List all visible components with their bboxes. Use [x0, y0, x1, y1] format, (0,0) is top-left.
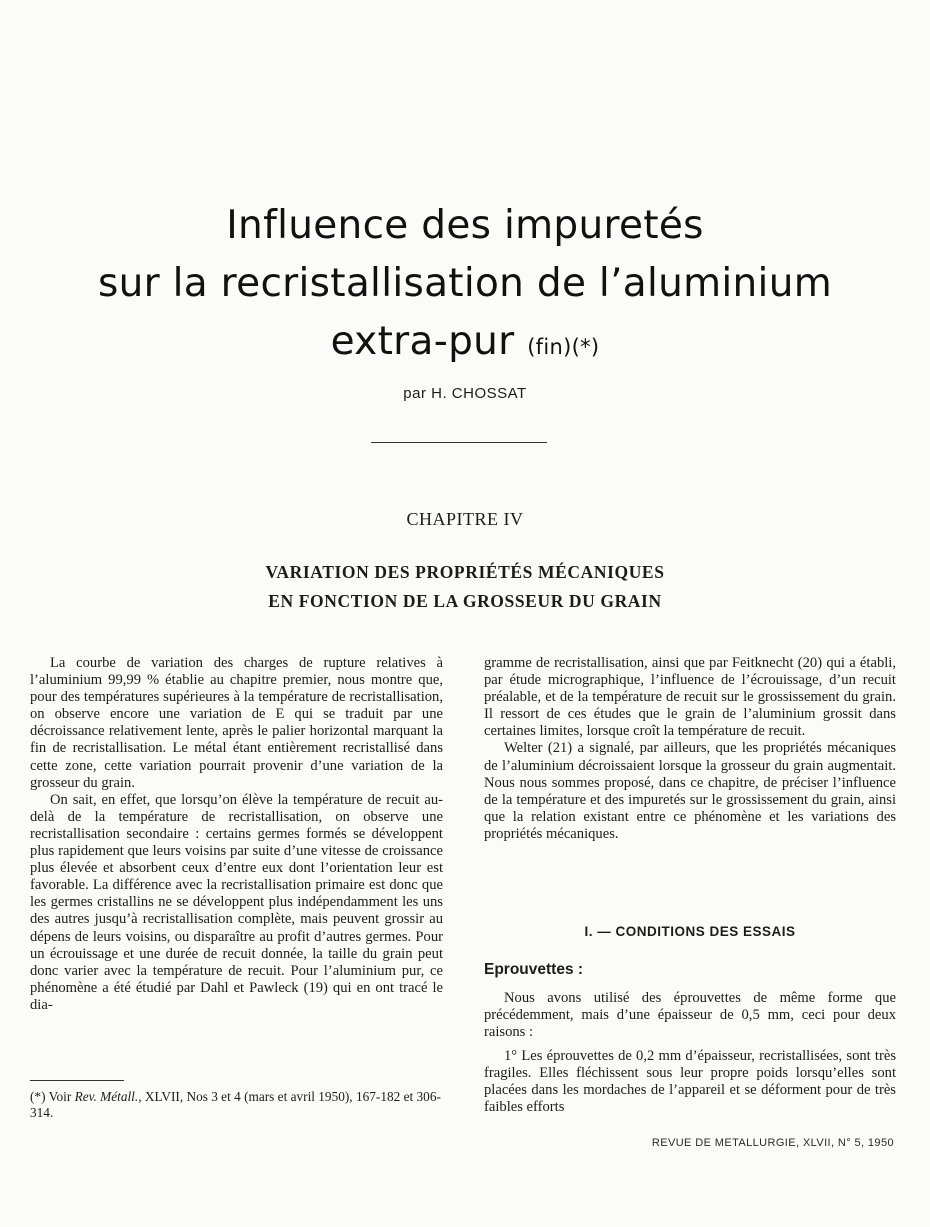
footnote-divider — [30, 1080, 124, 1081]
author-byline: par H. CHOSSAT — [403, 385, 527, 402]
running-footer: REVUE DE METALLURGIE, XLVII, N° 5, 1950 — [651, 1137, 894, 1149]
body-paragraph: On sait, en effet, que lorsqu’on élève la température de recuit au-delà de la température de recristallisation, on observe une recristallisation secondaire : certains germes formés se développent plus rapidement que leurs voisins par suite d’une vitesse de croissance plus élevée et absorbent ceux d’entre eux dont l’orientation leur est favorable. La différence avec la recristallisation primaire est donc que les germes cristallins ne se développent plus indépendamment les uns des autres jusqu’à recristallisation complète, mais peuvent grossir au dépens de leurs voisins, ou disparaître au profit d’autres germes. Pour un écrouissage et une durée de recuit donnée, la taille du grain peut donc varier avec la température de recuit. Pour l’aluminium pur, ce phénomène a été étudié par Dahl et Pawleck (19) qui en ont tracé le dia- — [30, 791, 443, 1013]
subheading-eprouvettes: Eprouvettes : — [484, 961, 584, 978]
body-paragraph: La courbe de variation des charges de rupture relatives à l’aluminium 99,99 % établie au chapitre premier, nous montre que, pour des températures supérieures à la température de recristallisation, on observe encore une variation de E qui se traduit par une décroissance relativement lente, après le palier horizontal marquant la fin de recristallisation. Le métal étant entièrement recristallisé dans cette zone, cette variation pourrait provenir d’une variation de la grosseur du grain. — [30, 655, 443, 791]
body-paragraph: Nous avons utilisé des éprouvettes de même forme que précédemment, mais d’une épaisseur de 0,5 mm, ceci pour deux raisons : — [484, 990, 896, 1041]
article-title-line-2: sur la recristallisation de l’aluminium — [97, 261, 833, 306]
body-paragraph: gramme de recristallisation, ainsi que par Feitknecht (20) qui a établi, par étude micrographique, l’influence de l’écrouissage, d’un recuit préalable, et de la température de recuit sur le grossissement du grain. Il ressort de ces études que le grain de l’aluminium grossit dans certaines limites, lorsque croît la température de recuit. — [484, 655, 896, 740]
article-title-suffix: (fin)(*) — [527, 335, 600, 359]
right-column-bottom — [484, 1048, 896, 1116]
section-heading-conditions: I. — CONDITIONS DES ESSAIS — [584, 924, 796, 939]
body-paragraph: Welter (21) a signalé, par ailleurs, que les propriétés mécaniques de l’aluminium décroissaient lorsque la grosseur du grain augmentait. Nous nous sommes proposé, dans ce chapitre, de préciser l’influence de la température et des impuretés sur le grossissement du grain, ainsi que la relation existant entre ce phénomène et les variations des propriétés mécaniques. — [484, 740, 896, 842]
article-title-line-3 — [0, 319, 930, 364]
footnote-text: , XLVII, Nos 3 et 4 (mars et avril 1950), 167-182 et 306-314. — [30, 1089, 441, 1120]
footnote-journal: Rev. Métall. — [74, 1089, 139, 1104]
chapter-heading-line-2: EN FONCTION DE LA GROSSEUR DU GRAIN — [268, 591, 662, 611]
title-divider — [371, 442, 547, 443]
right-column-middle — [484, 990, 896, 1041]
body-paragraph: 1° Les éprouvettes de 0,2 mm d’épaisseur, recristallisées, sont très fragiles. Elles fléchissent sous leur propre poids lorsqu’elles sont placées dans les mordaches de l’appareil et se déforment pour de très faibles efforts — [484, 1048, 896, 1116]
article-title-line-1: Influence des impuretés — [226, 203, 704, 248]
right-column-top — [484, 655, 896, 843]
chapter-heading-line-1: VARIATION DES PROPRIÉTÉS MÉCANIQUES — [265, 562, 665, 582]
chapter-label: CHAPITRE IV — [406, 509, 524, 529]
footnote-marker: (*) Voir — [30, 1089, 72, 1104]
left-column — [30, 655, 443, 1014]
article-title-line-3-text: extra-pur — [330, 319, 515, 364]
footnote — [30, 1089, 443, 1121]
